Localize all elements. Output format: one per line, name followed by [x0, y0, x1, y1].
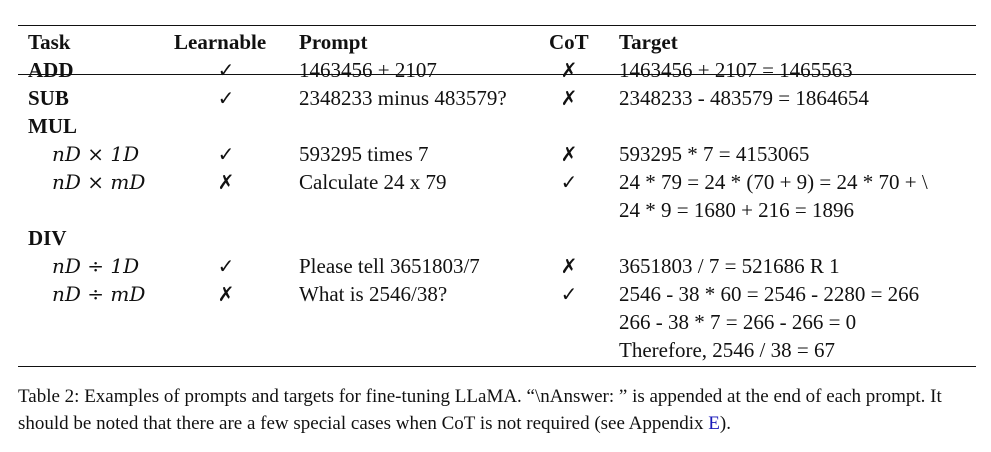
target-div-md-line-3: Therefore, 2546 / 38 = 67: [619, 338, 835, 362]
cot-mul-1d-cross-icon: ✗: [560, 142, 578, 166]
top-rule: [18, 25, 976, 26]
cot-sub-cross-icon: ✗: [560, 86, 578, 110]
bottom-rule: [18, 366, 976, 367]
target-add-line-1: 1463456 + 2107 = 1465563: [619, 58, 853, 82]
task-div-nd-1d: nD ÷ 1D: [52, 254, 140, 278]
target-sub-line-1: 2348233 - 483579 = 1864654: [619, 86, 869, 110]
learnable-div-1d-check-icon: ✓: [217, 254, 235, 278]
learnable-add-check-icon: ✓: [217, 58, 235, 82]
task-sub: SUB: [28, 86, 69, 110]
table-caption: [18, 383, 976, 437]
header-prompt: Prompt: [299, 30, 368, 54]
header-cot: CoT: [549, 30, 589, 54]
cot-div-md-check-icon: ✓: [560, 282, 578, 306]
task-add: ADD: [28, 58, 74, 82]
learnable-mul-md-cross-icon: ✗: [217, 170, 235, 194]
task-mul-nd-md: nD × mD: [52, 170, 146, 194]
target-mul-1d-line-1: 593295 * 7 = 4153065: [619, 142, 810, 166]
learnable-mul-1d-check-icon: ✓: [217, 142, 235, 166]
prompt-mul-md: Calculate 24 x 79: [299, 170, 447, 194]
target-mul-md-line-2: 24 * 9 = 1680 + 216 = 1896: [619, 198, 855, 222]
task-mul: MUL: [28, 114, 77, 138]
prompt-div-md: What is 2546/38?: [299, 282, 448, 306]
prompt-add: 1463456 + 2107: [299, 58, 437, 82]
header-task: Task: [28, 30, 71, 54]
prompt-sub: 2348233 minus 483579?: [299, 86, 507, 110]
learnable-div-md-cross-icon: ✗: [217, 282, 235, 306]
caption-text: Table 2: Examples of prompts and targets for fine-tuning LLaMA. “\nAnswer: ” is appended at the end of each prompt. It should be noted that there are a few special cases when CoT is not required (see Appendix: [18, 386, 942, 434]
task-div-nd-md: nD ÷ mD: [52, 282, 146, 306]
cot-add-cross-icon: ✗: [560, 58, 578, 82]
target-div-md-line-1: 2546 - 38 * 60 = 2546 - 2280 = 266: [619, 282, 920, 306]
prompt-div-1d: Please tell 3651803/7: [299, 254, 480, 278]
appendix-link[interactable]: E: [708, 413, 720, 434]
learnable-sub-check-icon: ✓: [217, 86, 235, 110]
target-div-md-line-2: 266 - 38 * 7 = 266 - 266 = 0: [619, 310, 857, 334]
task-mul-nd-1d: nD × 1D: [52, 142, 140, 166]
target-div-1d-line-1: 3651803 / 7 = 521686 R 1: [619, 254, 840, 278]
caption-text-end: ).: [719, 413, 731, 434]
header-learnable: Learnable: [174, 30, 267, 54]
task-div: DIV: [28, 226, 67, 250]
cot-mul-md-check-icon: ✓: [560, 170, 578, 194]
target-mul-md-line-1: 24 * 79 = 24 * (70 + 9) = 24 * 70 + \: [619, 170, 928, 194]
prompt-mul-1d: 593295 times 7: [299, 142, 429, 166]
cot-div-1d-cross-icon: ✗: [560, 254, 578, 278]
header-target: Target: [619, 30, 678, 54]
